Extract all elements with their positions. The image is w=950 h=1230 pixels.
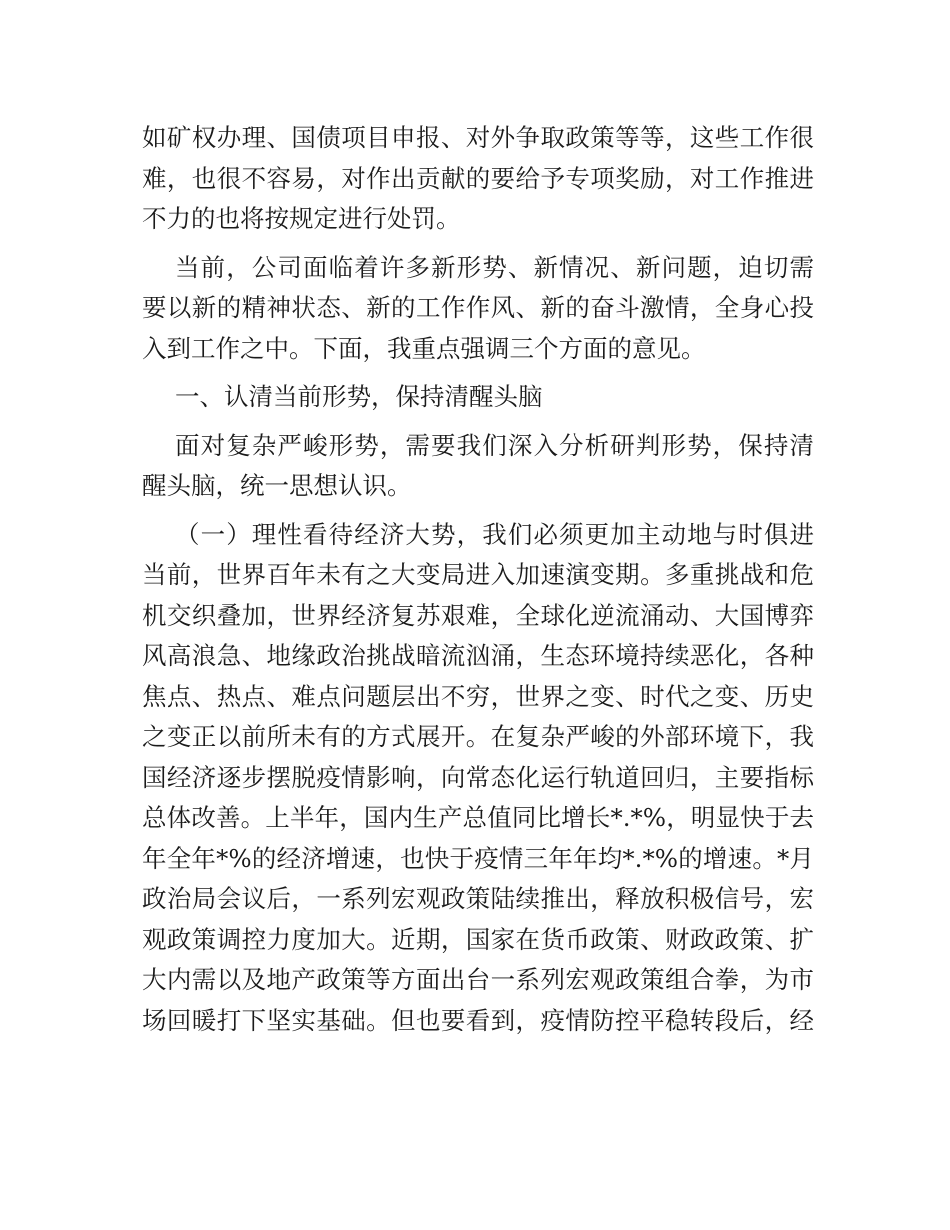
text-line: 不力的也将按规定进行处罚。 [142, 204, 461, 233]
paragraph-continued [142, 118, 814, 240]
text-line: 风高浪急、地缘政治挑战暗流汹涌，生态环境持续恶化，各种 [142, 641, 814, 670]
text-line: 如矿权办理、国债项目申报、对外争取政策等等，这些工作很 [142, 123, 814, 152]
text-line: 年全年*%的经济增速，也快于疫情三年年均*.*%的增速。*月 [142, 843, 814, 873]
text-line: 场回暖打下坚实基础。但也要看到，疫情防控平稳转段后，经 [142, 1005, 814, 1035]
text-line: 要以新的精神状态、新的工作作风、新的奋斗激情，全身心投 [142, 293, 814, 322]
paragraph [142, 515, 814, 1042]
text-line: 大内需以及地产政策等方面出台一系列宏观政策组合拳，为市 [142, 965, 814, 994]
text-line: 机交织叠加，世界经济复苏艰难，全球化逆流涌动、大国博弈 [142, 600, 814, 630]
section-heading [142, 377, 814, 418]
text-line: 之变正以前所未有的方式展开。在复杂严峻的外部环境下，我 [142, 722, 814, 751]
text-line: 难，也很不容易，对作出贡献的要给予专项奖励，对工作推进 [142, 163, 814, 193]
text-line: 入到工作之中。下面，我重点强调三个方面的意见。 [142, 333, 706, 363]
text-line: 当前，公司面临着许多新形势、新情况、新问题，迫切需 [175, 252, 814, 282]
paragraph [142, 248, 814, 370]
text-line: 观政策调控力度加大。近期，国家在货币政策、财政政策、扩 [142, 924, 814, 954]
text-line: 国经济逐步摆脱疫情影响，向常态化运行轨道回归，主要指标 [142, 762, 814, 792]
text-line: 醒头脑，统一思想认识。 [142, 471, 412, 500]
text-line: 焦点、热点、难点问题层出不穷，世界之变、时代之变、历史 [142, 681, 814, 711]
text-line: 当前，世界百年未有之大变局进入加速演变期。多重挑战和危 [142, 560, 814, 589]
text-line: 面对复杂严峻形势，需要我们深入分析研判形势，保持清 [175, 430, 814, 460]
text-line: 政治局会议后，一系列宏观政策陆续推出，释放积极信号，宏 [142, 884, 814, 913]
paragraph [142, 426, 814, 507]
heading-line: 一、认清当前形势，保持清醒头脑 [175, 382, 543, 411]
text-line: （一）理性看待经济大势，我们必须更加主动地与时俱进 [175, 519, 814, 549]
text-line: 总体改善。上半年，国内生产总值同比增长*.*%，明显快于去 [142, 803, 814, 832]
document-body [142, 118, 814, 1041]
